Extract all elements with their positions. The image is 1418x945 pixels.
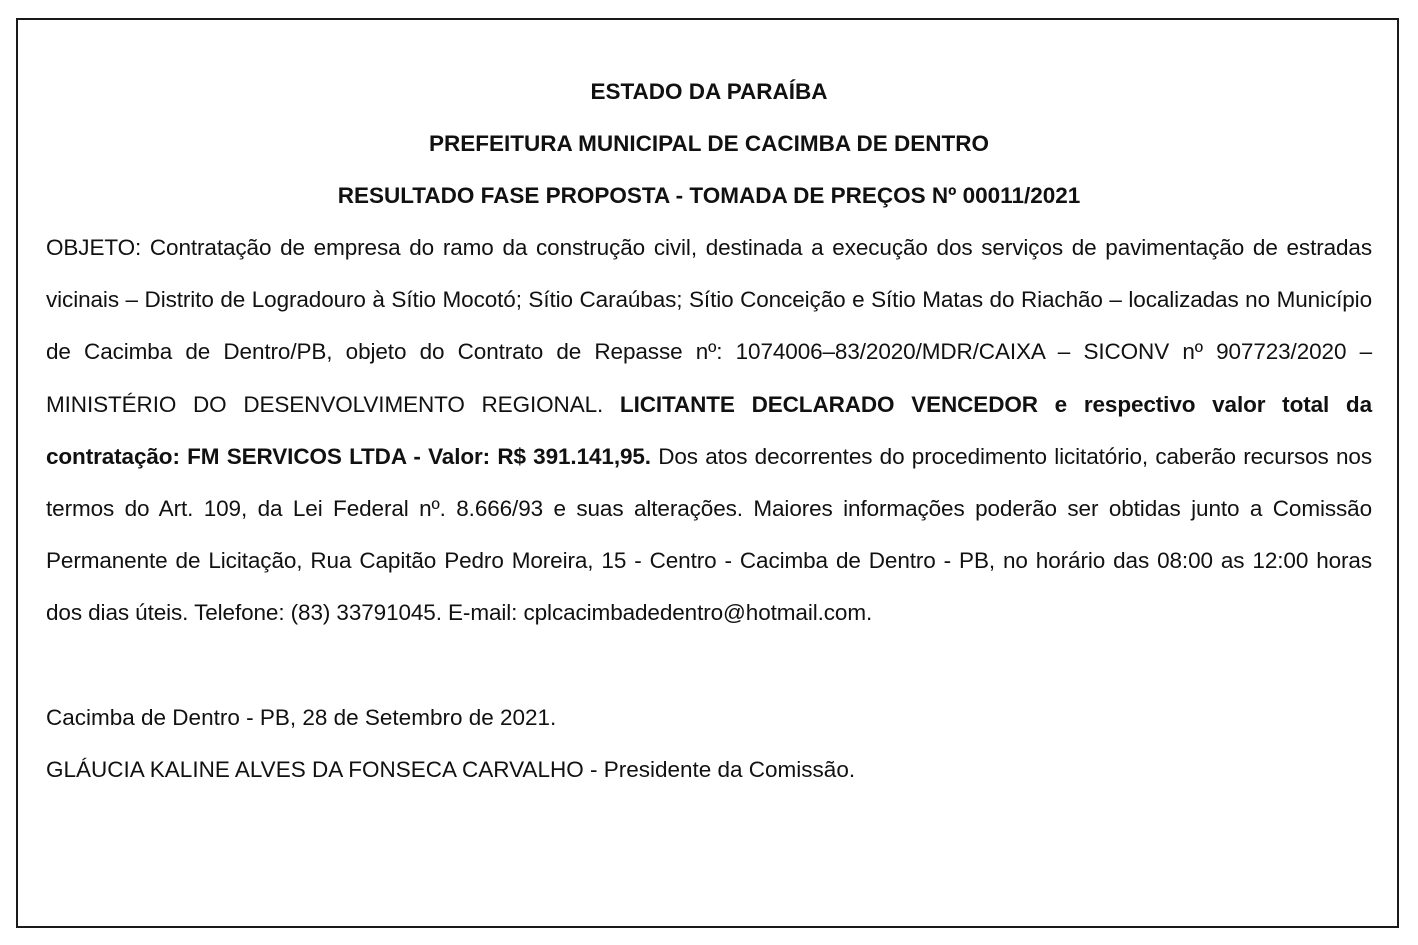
notice-content bbox=[46, 66, 1372, 796]
result-title: RESULTADO FASE PROPOSTA - TOMADA DE PREÇOS Nº 00011/2021 bbox=[337, 183, 1081, 208]
municipality-heading: PREFEITURA MUNICIPAL DE CACIMBA DE DENTRO bbox=[428, 131, 989, 156]
place-date: Cacimba de Dentro - PB, 28 de Setembro de 2021. bbox=[46, 704, 557, 730]
appeal-and-contact-text: Dos atos decorrentes do procedimento licitatório, caberão recursos nos termos do Art. 109, da Lei Federal nº. 8.666/93 e suas alterações. Maiores informações poderão ser obtidas junto a Comissão Permanente de Licitação, Rua Capitão Pedro Moreira, 15 - Centro - Cacimba de Dentro - PB, no horário das 08:00 as 12:00 horas dos dias úteis. Telefone: (83) 33791045. E-mail: cplcacimbadedentro@hotmail.com. bbox=[46, 443, 1372, 626]
objeto-text: OBJETO: Contratação de empresa do ramo da construção civil, destinada a execução dos serviços de pavimentação de estradas vicinais – Distrito de Logradouro à Sítio Mocotó; Sítio Caraúbas; Sítio Conceição e Sítio Matas do Riachão – localizadas no Município de Cacimba de Dentro/PB, objeto do Contrato de Repasse nº: 1074006–83/2020/MDR/CAIXA – SICONV nº 907723/2020 – MINISTÉRIO DO DESENVOLVIMENTO REGIONAL. bbox=[46, 235, 1372, 417]
winner-statement: LICITANTE DECLARADO VENCEDOR e respectivo valor total da contratação: FM SERVICOS LTDA - Valor: R$ 391.141,95. bbox=[46, 391, 1372, 469]
notice-body bbox=[46, 222, 1372, 640]
state-heading: ESTADO DA PARAÍBA bbox=[590, 79, 828, 104]
paragraph-spacer bbox=[46, 640, 1372, 692]
signatory: GLÁUCIA KALINE ALVES DA FONSECA CARVALHO - Presidente da Comissão. bbox=[46, 756, 856, 782]
